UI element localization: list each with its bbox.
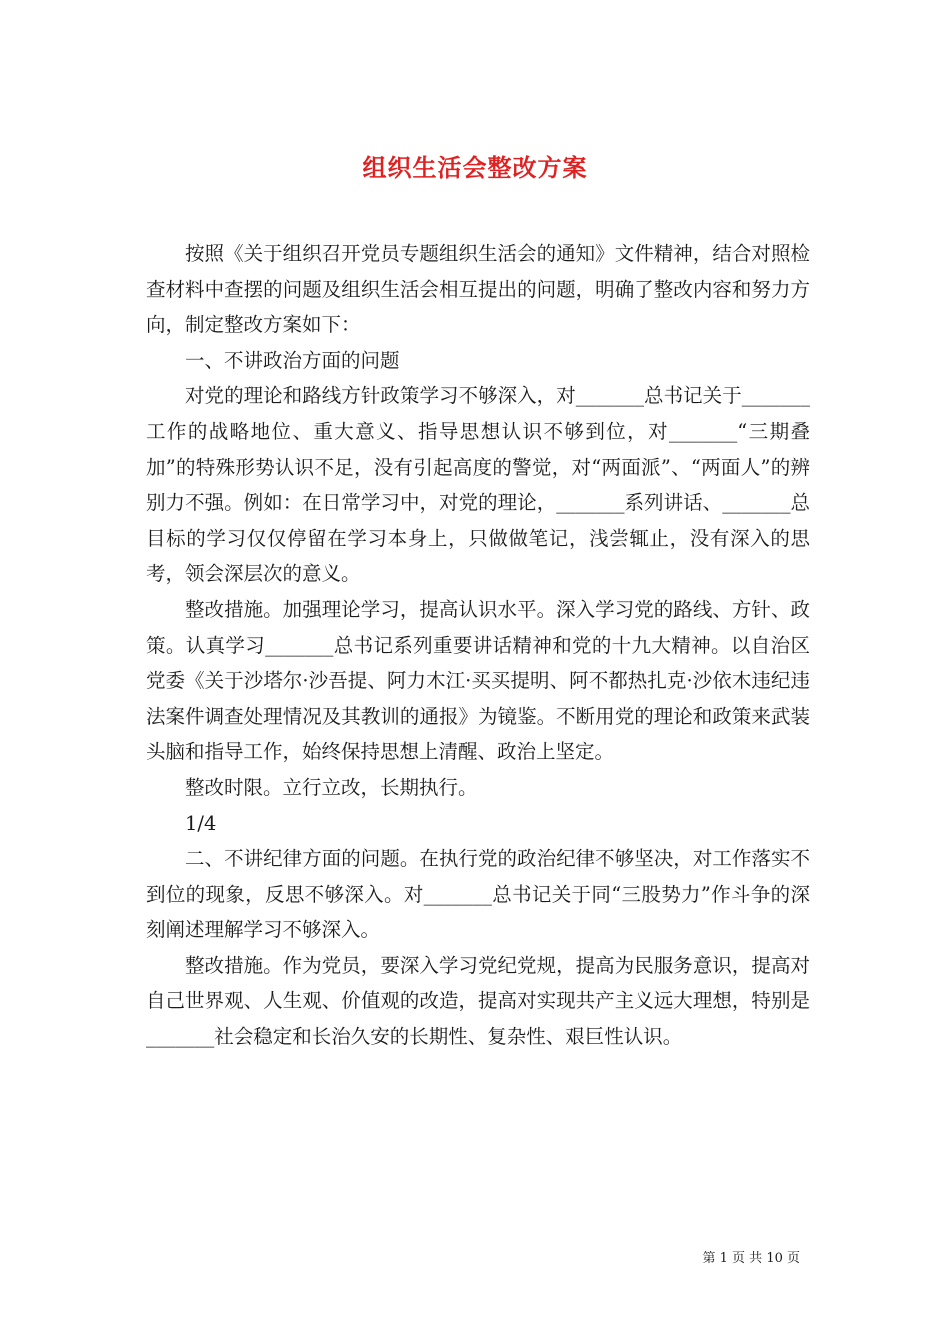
document-title: 组织生活会整改方案 xyxy=(362,153,588,183)
discipline-measures-paragraph: 整改措施。作为党员，要深入学习党纪党规，提高为民服务意识，提高对自己世界观、人生观、价值观的改造，提高对实现共产主义远大理想，特别是_______社会稳定和长治久安的长期性、复杂性、艰巨性认识。 xyxy=(146,953,810,1049)
politics-problem-paragraph: 对党的理论和路线方针政策学习不够深入，对_______总书记关于_______工作的战略地位、重大意义、指导思想认识不够到位，对_______“三期叠加”的特殊形势认识不足，没有引起高度的警觉，对“两面派”、“两面人”的辨别力不强。例如：在日常学习中，对党的理论，_______系列讲话、_______总目标的学习仅仅停留在学习本身上，只做做笔记，浅尝辄止，没有深入的思考，领会深层次的意义。 xyxy=(146,384,810,586)
page-footer: 第 1 页 共 10 页 xyxy=(702,1251,800,1266)
section-heading-politics: 一、不讲政治方面的问题 xyxy=(185,348,400,372)
discipline-problem-paragraph: 二、不讲纪律方面的问题。在执行党的政治纪律不够坚决，对工作落实不到位的现象，反思不够深入。对_______总书记关于同“三股势力”作斗争的深刻阐述理解学习不够深入。 xyxy=(146,847,810,942)
politics-measures-paragraph: 整改措施。加强理论学习，提高认识水平。深入学习党的路线、方针、政策。认真学习_______总书记系列重要讲话精神和党的十九大精神。以自治区党委《关于沙塔尔·沙吾提、阿力木江·买买提明、阿不都热扎克·沙依木违纪违法案件调查处理情况及其教训的通报》为镜鉴。不断用党的理论和政策来武装头脑和指导工作，始终保持思想上清醒、政治上坚定。 xyxy=(146,597,810,764)
politics-deadline-paragraph: 整改时限。立行立改，长期执行。 xyxy=(185,775,478,799)
document-body xyxy=(146,236,810,1055)
intro-paragraph: 按照《关于组织召开党员专题组织生活会的通知》文件精神，结合对照检查材料中查摆的问题及组织生活会相互提出的问题，明确了整改内容和努力方向，制定整改方案如下： xyxy=(146,242,810,337)
inline-page-marker: 1/4 xyxy=(185,811,217,835)
